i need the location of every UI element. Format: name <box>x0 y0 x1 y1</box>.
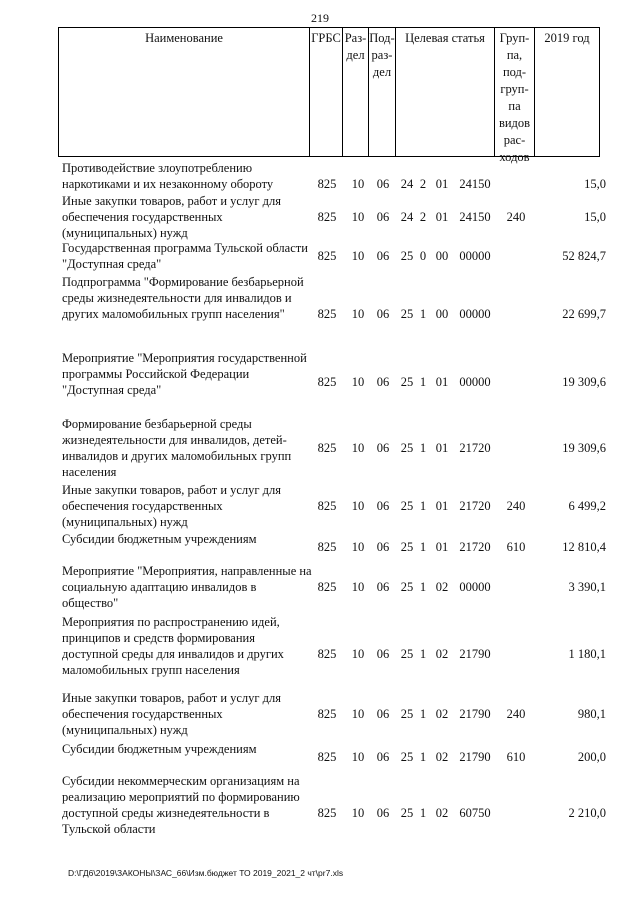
row-name: Субсидии некоммерческим организациям на реализацию мероприятий по формированию доступной среды жизнедеятельности в Тульской области <box>62 774 300 836</box>
row-t2: 2 <box>419 210 427 224</box>
row-grbs: 825 <box>317 540 337 554</box>
row-t4: 60750 <box>459 806 491 820</box>
row-razd: 10 <box>351 177 365 191</box>
row-razd: 10 <box>351 375 365 389</box>
row-grbs: 825 <box>317 580 337 594</box>
row-razd: 10 <box>351 499 365 513</box>
row-name: Мероприятие "Мероприятия государственной программы Российской Федерации "Доступная среда" <box>62 351 307 397</box>
row-t1: 25 <box>400 499 414 513</box>
row-grp: 240 <box>506 499 526 513</box>
row-name: Иные закупки товаров, работ и услуг для обеспечения государственных (муниципальных) нужд <box>62 691 282 737</box>
row-sum: 52 824,7 <box>562 249 606 263</box>
row-t1: 25 <box>400 750 414 764</box>
row-grbs: 825 <box>317 441 337 455</box>
row-t3: 02 <box>435 580 449 594</box>
header-grbs: ГРБС <box>310 28 343 156</box>
row-t2: 1 <box>419 499 427 513</box>
row-pod: 06 <box>376 375 390 389</box>
row-t3: 00 <box>435 307 449 321</box>
row-t2: 1 <box>419 580 427 594</box>
row-grp: 610 <box>506 750 526 764</box>
row-t3: 02 <box>435 707 449 721</box>
row-grbs: 825 <box>317 499 337 513</box>
header-name: Наименование <box>59 28 310 156</box>
row-grp: 610 <box>506 540 526 554</box>
row-sum: 200,0 <box>577 750 606 764</box>
row-razd: 10 <box>351 580 365 594</box>
row-sum: 12 810,4 <box>562 540 606 554</box>
row-t3: 01 <box>435 499 449 513</box>
row-sum: 1 180,1 <box>568 647 606 661</box>
row-t1: 24 <box>400 177 414 191</box>
row-t2: 1 <box>419 647 427 661</box>
row-pod: 06 <box>376 210 390 224</box>
row-pod: 06 <box>376 249 390 263</box>
row-grbs: 825 <box>317 307 337 321</box>
row-t4: 21720 <box>459 441 491 455</box>
row-t4: 21790 <box>459 750 491 764</box>
table-header <box>58 27 600 164</box>
row-t2: 1 <box>419 707 427 721</box>
row-t4: 21720 <box>459 540 491 554</box>
row-sum: 3 390,1 <box>568 580 606 594</box>
header-group: Груп- па, под- груп- па видов рас- ходов <box>495 28 535 156</box>
row-grbs: 825 <box>317 647 337 661</box>
row-pod: 06 <box>376 499 390 513</box>
row-pod: 06 <box>376 580 390 594</box>
header-podrazdel: Под- раз- дел <box>369 28 396 156</box>
row-sum: 22 699,7 <box>562 307 606 321</box>
row-t3: 01 <box>435 375 449 389</box>
row-grbs: 825 <box>317 249 337 263</box>
row-t2: 1 <box>419 375 427 389</box>
row-t4: 00000 <box>459 249 491 263</box>
row-t2: 0 <box>419 249 427 263</box>
row-t4: 21790 <box>459 647 491 661</box>
row-name: Государственная программа Тульской области "Доступная среда" <box>62 241 308 271</box>
row-sum: 2 210,0 <box>568 806 606 820</box>
row-razd: 10 <box>351 540 365 554</box>
row-grbs: 825 <box>317 707 337 721</box>
row-razd: 10 <box>351 647 365 661</box>
row-t2: 1 <box>419 441 427 455</box>
row-t3: 01 <box>435 210 449 224</box>
row-razd: 10 <box>351 249 365 263</box>
row-razd: 10 <box>351 210 365 224</box>
row-grp: 240 <box>506 210 526 224</box>
row-pod: 06 <box>376 441 390 455</box>
row-t4: 21720 <box>459 499 491 513</box>
row-sum: 6 499,2 <box>568 499 606 513</box>
row-t1: 25 <box>400 307 414 321</box>
row-t4: 00000 <box>459 307 491 321</box>
row-razd: 10 <box>351 806 365 820</box>
row-grbs: 825 <box>317 210 337 224</box>
row-t1: 25 <box>400 647 414 661</box>
row-t3: 01 <box>435 441 449 455</box>
row-pod: 06 <box>376 647 390 661</box>
row-pod: 06 <box>376 750 390 764</box>
row-t3: 00 <box>435 249 449 263</box>
header-target: Целевая статья <box>396 28 495 156</box>
row-t2: 1 <box>419 540 427 554</box>
row-sum: 980,1 <box>577 707 606 721</box>
row-t1: 25 <box>400 580 414 594</box>
row-t1: 25 <box>400 707 414 721</box>
row-name: Субсидии бюджетным учреждениям <box>62 532 257 546</box>
row-t1: 24 <box>400 210 414 224</box>
header-razdel: Раз- дел <box>343 28 369 156</box>
row-grbs: 825 <box>317 375 337 389</box>
row-name: Мероприятия по распространению идей, принципов и средств формирования доступной среды для инвалидов и других маломобильных групп населения <box>62 615 284 677</box>
row-pod: 06 <box>376 806 390 820</box>
row-grbs: 825 <box>317 177 337 191</box>
row-pod: 06 <box>376 540 390 554</box>
row-pod: 06 <box>376 177 390 191</box>
row-sum: 19 309,6 <box>562 375 606 389</box>
row-t3: 01 <box>435 177 449 191</box>
row-name: Иные закупки товаров, работ и услуг для обеспечения государственных (муниципальных) нужд <box>62 194 282 240</box>
row-razd: 10 <box>351 707 365 721</box>
row-t2: 2 <box>419 177 427 191</box>
row-name: Формирование безбарьерной среды жизнедеятельности для инвалидов, детей-инвалидов и других маломобильных групп населения <box>62 417 292 479</box>
row-name: Субсидии бюджетным учреждениям <box>62 742 257 756</box>
row-grp: 240 <box>506 707 526 721</box>
row-t4: 24150 <box>459 177 491 191</box>
row-t3: 02 <box>435 806 449 820</box>
row-t2: 1 <box>419 307 427 321</box>
row-grbs: 825 <box>317 750 337 764</box>
row-t4: 24150 <box>459 210 491 224</box>
row-pod: 06 <box>376 707 390 721</box>
row-t2: 1 <box>419 750 427 764</box>
row-t4: 00000 <box>459 375 491 389</box>
row-t1: 25 <box>400 375 414 389</box>
row-t3: 01 <box>435 540 449 554</box>
row-name: Иные закупки товаров, работ и услуг для обеспечения государственных (муниципальных) нужд <box>62 483 282 529</box>
row-name: Подпрограмма "Формирование безбарьерной среды жизнедеятельности для инвалидов и других маломобильных групп населения" <box>62 275 304 321</box>
row-pod: 06 <box>376 307 390 321</box>
row-t1: 25 <box>400 806 414 820</box>
row-grbs: 825 <box>317 806 337 820</box>
row-sum: 15,0 <box>584 210 606 224</box>
row-t4: 00000 <box>459 580 491 594</box>
row-t3: 02 <box>435 647 449 661</box>
row-t4: 21790 <box>459 707 491 721</box>
row-name: Мероприятие "Мероприятия, направленные на социальную адаптацию инвалидов в общество" <box>62 564 312 610</box>
page-number: 219 <box>311 11 329 25</box>
row-razd: 10 <box>351 441 365 455</box>
row-razd: 10 <box>351 307 365 321</box>
row-t2: 1 <box>419 806 427 820</box>
header-year: 2019 год <box>544 31 590 45</box>
file-path-footer: D:\ГД6\2019\ЗАКОНЫ\ЗАС_66\Изм.бюджет ТО 2019_2021_2 чт\pr7.xls <box>68 868 344 878</box>
row-t1: 25 <box>400 441 414 455</box>
row-t3: 02 <box>435 750 449 764</box>
row-t1: 25 <box>400 249 414 263</box>
row-name: Противодействие злоупотреблению наркотиками и их незаконному обороту <box>62 161 274 191</box>
row-sum: 15,0 <box>584 177 606 191</box>
row-t1: 25 <box>400 540 414 554</box>
row-razd: 10 <box>351 750 365 764</box>
row-sum: 19 309,6 <box>562 441 606 455</box>
